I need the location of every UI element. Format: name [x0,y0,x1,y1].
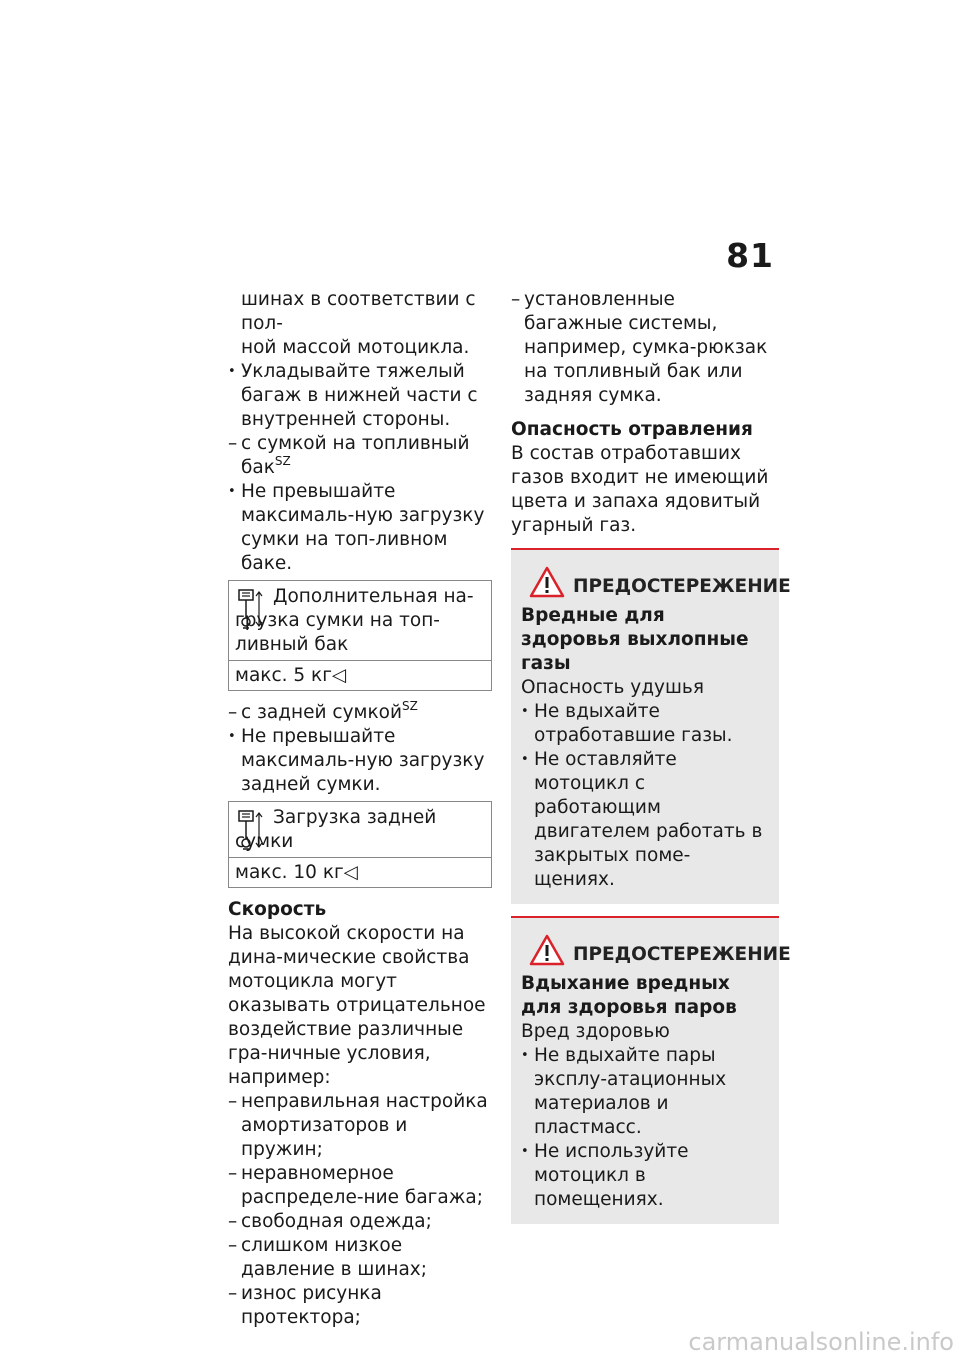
spec-box-rearbag [228,801,492,888]
intro-line-2: ной массой мотоцикла. [241,337,470,358]
bullet-text: Не превышайте максималь-ную загрузку задней сумки. [241,726,485,795]
bullet-icon: • [521,704,529,719]
bullet-text: Не превышайте максималь-ную загрузку сумки на топ-ливном баке. [241,481,485,574]
list-item [521,1044,769,1140]
watermark: carmanualsonline.info [688,1328,954,1356]
warning-triangle-icon [529,566,565,598]
sz-superscript: SZ [274,453,291,468]
warning-title: Вредные для здоровья выхлопные газы [521,605,749,674]
bullet-icon: • [521,1144,529,1159]
list-item [228,1210,492,1234]
list-item [521,1140,769,1212]
speed-item: неравномерное распределе-ние багажа; [241,1163,483,1208]
warning-box [511,548,791,904]
poison-text: В состав отработавших газов входит не имеющий цвета и запаха ядовитый угарный газ. [511,443,769,536]
list-item [228,1090,492,1162]
speed-item: неправильная настройка амортизаторов и пружин; [241,1091,488,1160]
warning-item: Не используйте мотоцикл в помещениях. [534,1141,689,1210]
speed-heading: Скорость [228,899,327,920]
bullet-text: Укладывайте тяжелый багаж в нижней части с внутренней стороны. [241,361,478,430]
spec-header [229,802,491,857]
spec-value: макс. 5 кг◁ [229,660,491,690]
page-number: 81 [726,236,774,275]
list-item [521,700,769,748]
list-item [228,1234,492,1282]
list-item [228,698,492,725]
list-item [521,748,769,892]
bullet-icon: • [228,729,236,744]
spec-title: Дополнительная на-грузка сумки на топ-ливный бак [235,586,474,655]
spec-title: Загрузка задней сумки [235,807,437,852]
spec-box-tankbag [228,580,492,691]
warning-subtitle: Опасность удушья [521,677,704,698]
bullet-icon: • [228,364,236,379]
list-item [228,480,492,576]
sz-superscript: SZ [402,698,418,713]
intro-line-1: шинах в соответствии с пол- [241,289,476,334]
warning-item: Не оставляйте мотоцикл с работающим двигателем работать в закрытых поме-щениях. [534,749,763,890]
dash-icon: – [228,1283,238,1304]
tankbag-label: с сумкой на топливный бак [241,433,470,478]
load-weight-icon [237,809,265,853]
list-item [228,432,492,480]
warning-box [511,916,791,1224]
dash-item-text: установленные багажные системы, например, сумка-рюкзак на топливный бак или задняя сумка. [524,289,768,406]
speed-text: На высокой скорости на дина-мические свойства мотоцикла могут оказывать отрицательное воздействие различные гра-ничные условия, например: [228,923,486,1088]
spec-header [229,581,491,660]
dash-icon: – [228,702,238,723]
warning-subtitle: Вред здоровью [521,1021,670,1042]
list-item [511,288,779,408]
dash-icon: – [228,1235,238,1256]
list-item [228,725,492,797]
warning-triangle-icon [529,934,565,966]
warning-label: ПРЕДОСТЕРЕЖЕНИЕ [573,944,791,965]
list-item [228,1162,492,1210]
bullet-icon: • [521,752,529,767]
dash-icon: – [228,1091,238,1112]
speed-item: износ рисунка протектора; [241,1283,382,1328]
load-weight-icon [237,588,265,632]
spec-value: макс. 10 кг◁ [229,857,491,887]
speed-item: свободная одежда; [241,1211,432,1232]
bullet-icon: • [228,484,236,499]
speed-item: слишком низкое давление в шинах; [241,1235,427,1280]
dash-icon: – [228,433,238,454]
list-item [228,1282,492,1330]
warning-title: Вдыхание вредных для здоровья паров [521,973,737,1018]
warning-item: Не вдыхайте отработавшие газы. [534,701,733,746]
dash-icon: – [228,1211,238,1232]
left-column [228,288,492,1330]
rearbag-label: с задней сумкой [241,702,402,723]
bullet-icon: • [521,1048,529,1063]
dash-icon: – [511,289,521,310]
warning-header [521,928,791,972]
warning-item: Не вдыхайте пары эксплу-атационных материалов и пластмасс. [534,1045,727,1138]
poison-heading: Опасность отравления [511,419,753,440]
dash-icon: – [228,1163,238,1184]
right-column [511,288,791,1224]
list-item [228,360,492,432]
warning-header [521,560,791,604]
warning-label: ПРЕДОСТЕРЕЖЕНИЕ [573,576,791,597]
